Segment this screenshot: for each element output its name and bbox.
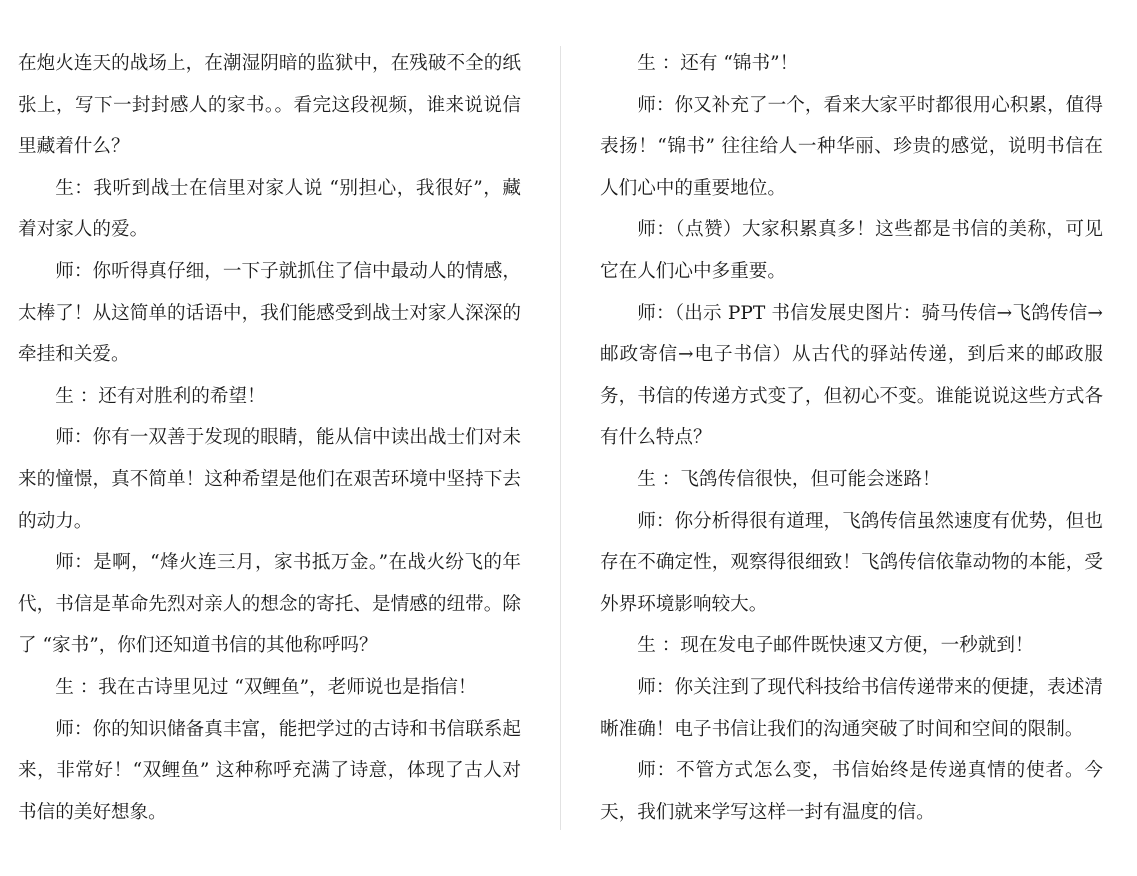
paragraph: 师：你关注到了现代科技给书信传递带来的便捷，表述清晰准确！电子书信让我们的沟通突破了时间和空间的限制。 (600, 676, 1103, 740)
paragraph-continuation: 在炮火连天的战场上，在潮湿阴暗的监狱中，在残破不全的纸张上，写下一封封感人的家书。。看完这段视频，谁来说说信里藏着什么？ (18, 53, 521, 158)
paragraph: 生 ：还有对胜利的希望！ (55, 385, 266, 407)
paragraph: 师：你听得真仔细，一下子就抓住了信中最动人的情感，太棒了！从这简单的话语中，我们能感受到战士对家人深深的牵挂和关爱。 (18, 260, 521, 366)
paragraph: 生 ：还有 “锦书”！ (637, 53, 799, 74)
paragraph: 生 ：我在古诗里见过 “双鲤鱼”，老师说也是指信！ (55, 676, 477, 698)
paragraph: 师：你有一双善于发现的眼睛，能从信中读出战士们对未来的憧憬，真不简单！这种希望是他们在艰苦环境中坚持下去的动力。 (18, 427, 521, 532)
left-text-column (18, 43, 521, 833)
paragraph: 生 ：现在发电子邮件既快速又方便，一秒就到！ (637, 635, 1034, 657)
paragraph: 师：不管方式怎么变，书信始终是传递真情的使者。今天，我们就来学写这样一封有温度的信。 (600, 760, 1103, 823)
paragraph: 生 ：飞鸽传信很快，但可能会迷路！ (637, 468, 941, 490)
paragraph: 师：你的知识储备真丰富，能把学过的古诗和书信联系起来，非常好！“双鲤鱼” 这种称呼充满了诗意，体现了古人对书信的美好想象。 (18, 718, 521, 823)
paragraph: 师：（出示 PPT 书信发展史图片：骑马传信→飞鸽传信→邮政寄信→电子书信）从古代的驿站传递，到后来的邮政服务，书信的传递方式变了，但初心不变。谁能说说这些方式各有什么特点？ (600, 302, 1103, 449)
right-text-column (600, 43, 1103, 833)
paragraph: 师：（点赞）大家积累真多！这些都是书信的美称，可见它在人们心中多重要。 (600, 219, 1103, 282)
paragraph: 生：我听到战士在信里对家人说 “别担心，我很好”，藏着对家人的爱。 (18, 177, 521, 241)
column-divider (560, 46, 561, 830)
paragraph: 师：你分析得很有道理，飞鸽传信虽然速度有优势，但也存在不确定性，观察得很细致！飞鸽传信依靠动物的本能，受外界环境影响较大。 (600, 510, 1103, 615)
paragraph: 师：是啊，“烽火连三月，家书抵万金。”在战火纷飞的年代，书信是革命先烈对亲人的想念的寄托、是情感的纽带。除了 “家书”，你们还知道书信的其他称呼吗？ (18, 552, 521, 657)
paragraph: 师：你又补充了一个，看来大家平时都很用心积累，值得表扬！“锦书” 往往给人一种华丽、珍贵的感觉，说明书信在人们心中的重要地位。 (600, 94, 1103, 199)
